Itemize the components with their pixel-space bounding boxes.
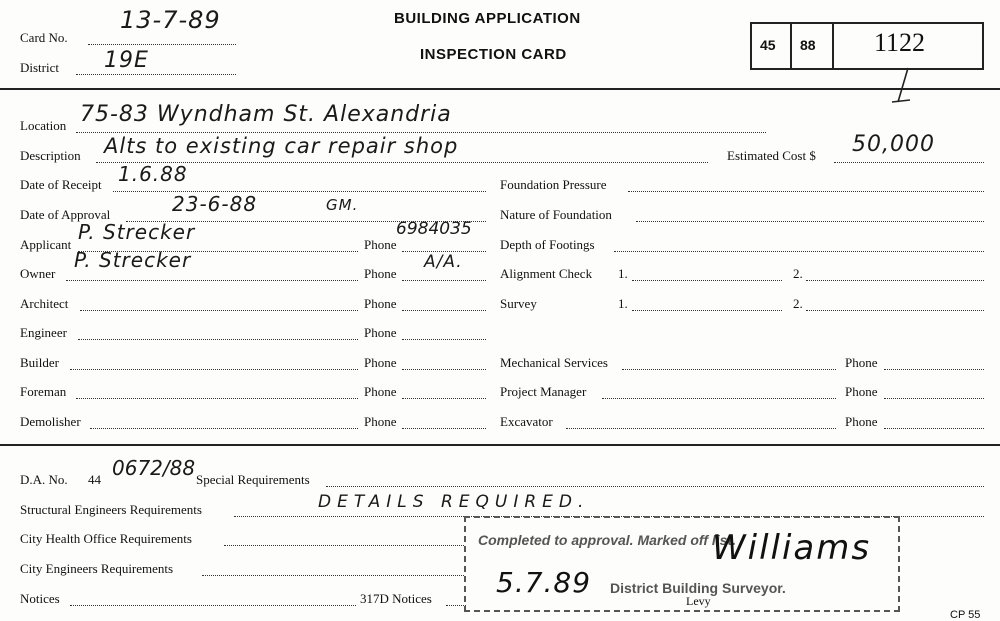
da-value: 0672/88: [112, 456, 196, 480]
builder-label: Builder: [20, 355, 59, 370]
date-receipt-line: [113, 191, 486, 192]
owner-phone-line: [402, 280, 486, 281]
owner-phone-value: A/A.: [424, 252, 463, 272]
city-engineers-line: [202, 575, 464, 576]
mechanical-phone-label: Phone: [845, 355, 878, 370]
notices-317d-line: [446, 605, 466, 606]
location-value: 75-83 Wyndham St. Alexandria: [80, 102, 452, 127]
special-requirements-line: [326, 486, 984, 487]
project-manager-phone-line: [884, 398, 984, 399]
date-approval-label: Date of Approval: [20, 207, 111, 222]
engineer-phone-label: Phone: [364, 325, 397, 340]
structural-label: Structural Engineers Requirements: [20, 502, 202, 517]
alignment-check-label: Alignment Check: [500, 266, 593, 281]
estimated-cost-label: Estimated Cost $: [727, 148, 816, 163]
builder-phone-line: [402, 369, 486, 370]
alignment-num1: 1.: [618, 266, 628, 281]
mechanical-phone-line: [884, 369, 984, 370]
excavator-phone-label: Phone: [845, 414, 878, 429]
applicant-value: P. Strecker: [78, 220, 196, 244]
builder-phone-label: Phone: [364, 355, 397, 370]
foreman-line: [76, 398, 358, 399]
alignment-line1: [632, 280, 782, 281]
stamp-line2: District Building Surveyor.: [610, 580, 786, 596]
alignment-line2: [806, 280, 984, 281]
card-title-line2: INSPECTION CARD: [420, 46, 567, 63]
owner-line: [66, 280, 358, 281]
check-mark: [890, 66, 914, 106]
applicant-phone-label: Phone: [364, 237, 397, 252]
applicant-label: Applicant: [20, 237, 72, 252]
district-line: [76, 74, 236, 75]
project-manager-line: [602, 398, 836, 399]
district-value: 19E: [104, 48, 149, 73]
stamp-line1: Completed to approval. Marked off list.: [478, 532, 737, 548]
project-manager-label: Project Manager: [500, 384, 587, 399]
architect-phone-label: Phone: [364, 296, 397, 311]
nature-foundation-label: Nature of Foundation: [500, 207, 612, 222]
survey-line2: [806, 310, 984, 311]
description-label: Description: [20, 148, 81, 163]
architect-line: [80, 310, 358, 311]
notices-label: Notices: [20, 591, 60, 606]
levy-label: Levy: [686, 594, 711, 608]
survey-num1: 1.: [618, 296, 628, 311]
card-no-value: 13-7-89: [120, 6, 221, 34]
reference-box: [750, 22, 984, 70]
description-value: Alts to existing car repair shop: [104, 134, 459, 158]
city-health-label: City Health Office Requirements: [20, 531, 192, 546]
demolisher-phone-label: Phone: [364, 414, 397, 429]
survey-line1: [632, 310, 782, 311]
city-engineers-label: City Engineers Requirements: [20, 561, 174, 576]
notices-317d-label: 317D Notices: [360, 591, 432, 606]
alignment-num2: 2.: [793, 266, 803, 281]
excavator-phone-line: [884, 428, 984, 429]
card-title-line1: BUILDING APPLICATION: [394, 10, 581, 27]
survey-num2: 2.: [793, 296, 803, 311]
date-receipt-label: Date of Receipt: [20, 177, 102, 192]
da-prefix: 44: [88, 472, 101, 487]
survey-label: Survey: [500, 296, 537, 311]
special-requirements-label: Special Requirements: [196, 472, 310, 487]
date-receipt-value: 1.6.88: [118, 162, 188, 186]
foreman-phone-line: [402, 398, 486, 399]
engineer-line: [78, 339, 358, 340]
date-approval-value: 23-6-88: [172, 192, 258, 216]
depth-footings-line: [614, 251, 984, 252]
foreman-label: Foreman: [20, 384, 67, 399]
excavator-label: Excavator: [500, 414, 553, 429]
da-label: D.A. No.: [20, 472, 68, 487]
ref-box-2: 88: [800, 37, 816, 53]
builder-line: [70, 369, 358, 370]
district-label: District: [20, 60, 59, 75]
architect-phone-line: [402, 310, 486, 311]
demolisher-phone-line: [402, 428, 486, 429]
foreman-phone-label: Phone: [364, 384, 397, 399]
demolisher-line: [90, 428, 358, 429]
form-code: CP 55: [950, 609, 981, 621]
ref-box-1: 45: [760, 37, 776, 53]
location-label: Location: [20, 118, 67, 133]
architect-label: Architect: [20, 296, 69, 311]
nature-foundation-line: [636, 221, 984, 222]
card-no-label: Card No.: [20, 30, 68, 45]
owner-phone-label: Phone: [364, 266, 397, 281]
demolisher-label: Demolisher: [20, 414, 81, 429]
owner-value: P. Strecker: [74, 248, 192, 272]
owner-label: Owner: [20, 266, 56, 281]
approval-initials: GM.: [326, 196, 359, 214]
location-line: [76, 132, 766, 133]
stamp-date: 5.7.89: [496, 566, 592, 599]
structural-value: DETAILS REQUIRED.: [318, 492, 590, 512]
engineer-label: Engineer: [20, 325, 67, 340]
divider-top: [0, 88, 1000, 90]
card-no-line: [88, 44, 236, 45]
project-manager-phone-label: Phone: [845, 384, 878, 399]
description-line: [96, 162, 708, 163]
excavator-line: [566, 428, 836, 429]
mechanical-line: [622, 369, 836, 370]
city-health-line: [224, 545, 464, 546]
mechanical-label: Mechanical Services: [500, 355, 608, 370]
foundation-pressure-label: Foundation Pressure: [500, 177, 607, 192]
applicant-phone-value: 6984035: [396, 219, 472, 239]
estimated-cost-line: [834, 162, 984, 163]
estimated-cost-value: 50,000: [852, 132, 935, 157]
notices-line: [70, 605, 356, 606]
stamp-signature: Williams: [712, 528, 872, 568]
depth-footings-label: Depth of Footings: [500, 237, 595, 252]
divider-middle: [0, 444, 1000, 446]
engineer-phone-line: [402, 339, 486, 340]
ref-box-3: 1122: [874, 28, 926, 57]
foundation-pressure-line: [628, 191, 984, 192]
